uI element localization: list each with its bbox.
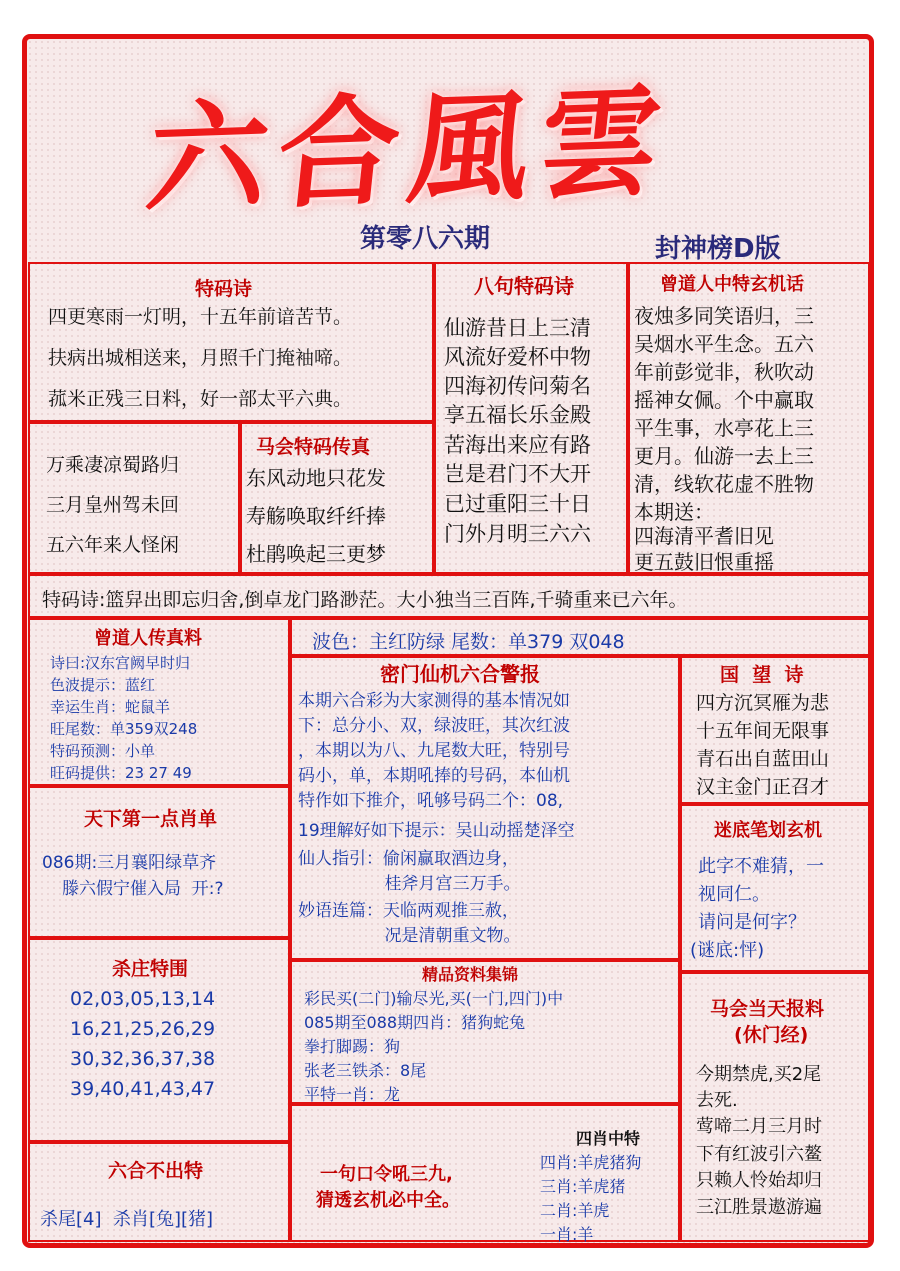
poem-eight-line: 仙游昔日上三清: [444, 316, 591, 340]
zeng-mystery-line: 年前彭觉非，秋吹动: [634, 360, 814, 384]
zeng-mystery-line: 摇神女佩。个中赢取: [634, 388, 814, 412]
poem-eight-heading: 八句特码诗: [474, 274, 574, 298]
four-line: 三肖:羊虎猪: [540, 1177, 626, 1196]
poem-eight-line: 已过重阳三十日: [444, 492, 591, 516]
poem-eight-line: 岂是君门不大开: [444, 462, 591, 486]
zeng-fax-heading: 曾道人传真料: [94, 628, 202, 649]
secret-line: ，本期以为八、九尾数大旺，特别号: [298, 741, 570, 761]
kill-row: 30,32,36,37,38: [70, 1048, 216, 1070]
horse-daily-heading: 马会当天报料: [710, 998, 825, 1020]
national-poem-line: 十五年间无限事: [696, 720, 830, 742]
left-poem-line: 五六年来人怪闲: [46, 534, 180, 556]
collection-heading: 精品资料集锦: [422, 965, 519, 984]
poem-eight-line: 风流好爱杯中物: [444, 345, 591, 369]
horse-fax-heading: 马会特码传真: [256, 436, 371, 458]
zeng-mystery-line: 吴烟水平生念。五六: [634, 332, 814, 356]
poem-special-line: 四更寒雨一灯明，十五年前谙苦节。: [48, 306, 353, 328]
collection-line: 彩民买(二门)输尽光,买(一门,四门)中: [304, 989, 564, 1008]
wave-info: 波色：主红防绿 尾数：单379 双048: [312, 631, 625, 653]
four-heading: 四肖中特: [576, 1129, 641, 1148]
left-poem-line: 万乘凄凉蜀路归: [46, 454, 180, 476]
collection-line: 拳打脚踢：狗: [304, 1037, 401, 1056]
slogan-line: 猜透玄机必中全。: [316, 1190, 460, 1211]
collection-line: 085期至088期四肖：猪狗蛇兔: [304, 1013, 526, 1032]
zeng-fax-line: 色波提示：蓝红: [50, 676, 156, 694]
national-poem-line: 汉主金门正召才: [696, 776, 830, 798]
secret-line: 下：总分小、双，绿波旺，其次红波: [298, 716, 570, 736]
horse-daily-line: 只赖人怜始却归: [696, 1170, 822, 1191]
horse-fax-line: 杜鹃唤起三更梦: [246, 542, 386, 566]
riddle-line: 视同仁。: [698, 884, 770, 905]
national-poem-line: 青石出自蓝田山: [696, 748, 830, 770]
poem-eight-line: 苦海出来应有路: [444, 433, 591, 457]
horse-daily-line: 去死.: [696, 1090, 738, 1111]
secret-line: 桂斧月宫三万手。: [298, 874, 521, 894]
riddle-heading: 迷底笔划玄机: [714, 820, 822, 841]
secret-heading: 密门仙机六合警报: [380, 662, 540, 686]
no-special-text: 杀尾[4] 杀肖[兔][猪]: [40, 1209, 214, 1230]
zeng-fax-line: 旺尾数：单359双248: [50, 720, 198, 738]
no-special-heading: 六合不出特: [108, 1160, 204, 1182]
poem-eight-line: 门外月明三六六: [444, 522, 591, 546]
horse-daily-line: 三江胜景遨游遍: [696, 1197, 822, 1218]
horse-fax-line: 寿觞唤取纤纤捧: [246, 504, 386, 528]
first-zodiac-line: 滕六假宁催入局 开:?: [62, 879, 224, 899]
kill-row: 02,03,05,13,14: [70, 988, 216, 1010]
horse-daily-line: 今期禁虎,买2尾: [696, 1064, 822, 1085]
horse-daily-line: 下有红波引六鳌: [696, 1144, 822, 1165]
first-zodiac-heading: 天下第一点肖单: [84, 808, 218, 830]
poem-special-heading: 特码诗: [195, 278, 253, 300]
zeng-mystery-line: 更五鼓旧恨重摇: [634, 550, 774, 574]
secret-line: 特作如下推介，吼够号码二个：08,: [298, 791, 564, 811]
riddle-line: (谜底:怦): [690, 940, 765, 961]
horse-daily-line: 莺啼二月三月时: [696, 1116, 822, 1137]
zeng-mystery-heading: 曾道人中特玄机话: [660, 274, 804, 295]
issue-number: 第零八六期: [360, 224, 491, 254]
zeng-mystery-line: 本期送：: [634, 500, 714, 524]
kill-row: 16,21,25,26,29: [70, 1018, 216, 1040]
secret-line: 本期六合彩为大家测得的基本情况如: [298, 691, 570, 711]
banner-poem: 特码诗:篮舁出即忘归舍,倒卓龙门路渺茫。大小独当三百阵,千骑重来已六年。: [42, 589, 688, 611]
secret-line: 仙人指引：偷闲赢取酒边身，: [298, 849, 519, 869]
kill-row: 39,40,41,43,47: [70, 1078, 216, 1100]
poem-special-line: 扶病出城相送来，月照千门掩袖啼。: [48, 347, 353, 369]
four-line: 二肖:羊虎: [540, 1201, 610, 1220]
riddle-line: 请问是何字？: [698, 912, 806, 933]
zeng-mystery-line: 更月。仙游一去上三: [634, 444, 814, 468]
secret-line: 码小，单，本期吼捧的号码，本仙机: [298, 766, 570, 786]
national-poem-line: 四方沉冥雁为悲: [696, 692, 830, 714]
zeng-mystery-line: 平生事，水亭花上三: [634, 416, 814, 440]
collection-line: 平特一肖：龙: [304, 1085, 401, 1104]
riddle-line: 此字不难猜，一: [698, 856, 824, 877]
poem-special-line: 菰米正残三日料，好一部太平六典。: [48, 388, 353, 410]
poem-eight-line: 享五福长乐金殿: [444, 403, 591, 427]
national-poem-heading: 国 望 诗: [720, 664, 804, 686]
horse-daily-sub: (休门经): [734, 1024, 809, 1046]
poem-eight-line: 四海初传问菊名: [444, 374, 591, 398]
four-line: 四肖:羊虎猪狗: [540, 1153, 642, 1172]
first-zodiac-line: 086期:三月襄阳绿草齐: [42, 853, 217, 873]
zeng-fax-line: 幸运生肖：蛇鼠羊: [50, 698, 171, 716]
left-poem-line: 三月皇州驾未回: [46, 494, 180, 516]
secret-line: 妙语连篇：天临两观推三赦，: [298, 901, 519, 921]
four-line: 一肖:羊: [540, 1225, 594, 1244]
horse-fax-line: 东风动地只花发: [246, 466, 386, 490]
secret-line: 况是清朝重文物。: [298, 926, 521, 946]
kill-heading: 杀庄特围: [112, 958, 189, 980]
secret-line: 19理解好如下提示：吴山动摇楚泽空: [298, 821, 575, 841]
zeng-fax-line: 特码预测：小单: [50, 742, 156, 760]
zeng-fax-line: 诗曰:汉东宫阙早时归: [50, 654, 191, 672]
zeng-fax-line: 旺码提供：23 27 49: [50, 764, 192, 782]
collection-line: 张老三铁杀：8尾: [304, 1061, 427, 1080]
masthead-title: 六合風雲: [140, 70, 678, 231]
slogan-line: 一句口令吼三九,: [320, 1164, 453, 1185]
edition-label: 封神榜D版: [655, 234, 781, 264]
zeng-mystery-line: 夜烛多同笑语归，三: [634, 304, 814, 328]
zeng-mystery-line: 清，线软花虚不胜物: [634, 472, 814, 496]
zeng-mystery-line: 四海清平耆旧见: [634, 524, 774, 548]
